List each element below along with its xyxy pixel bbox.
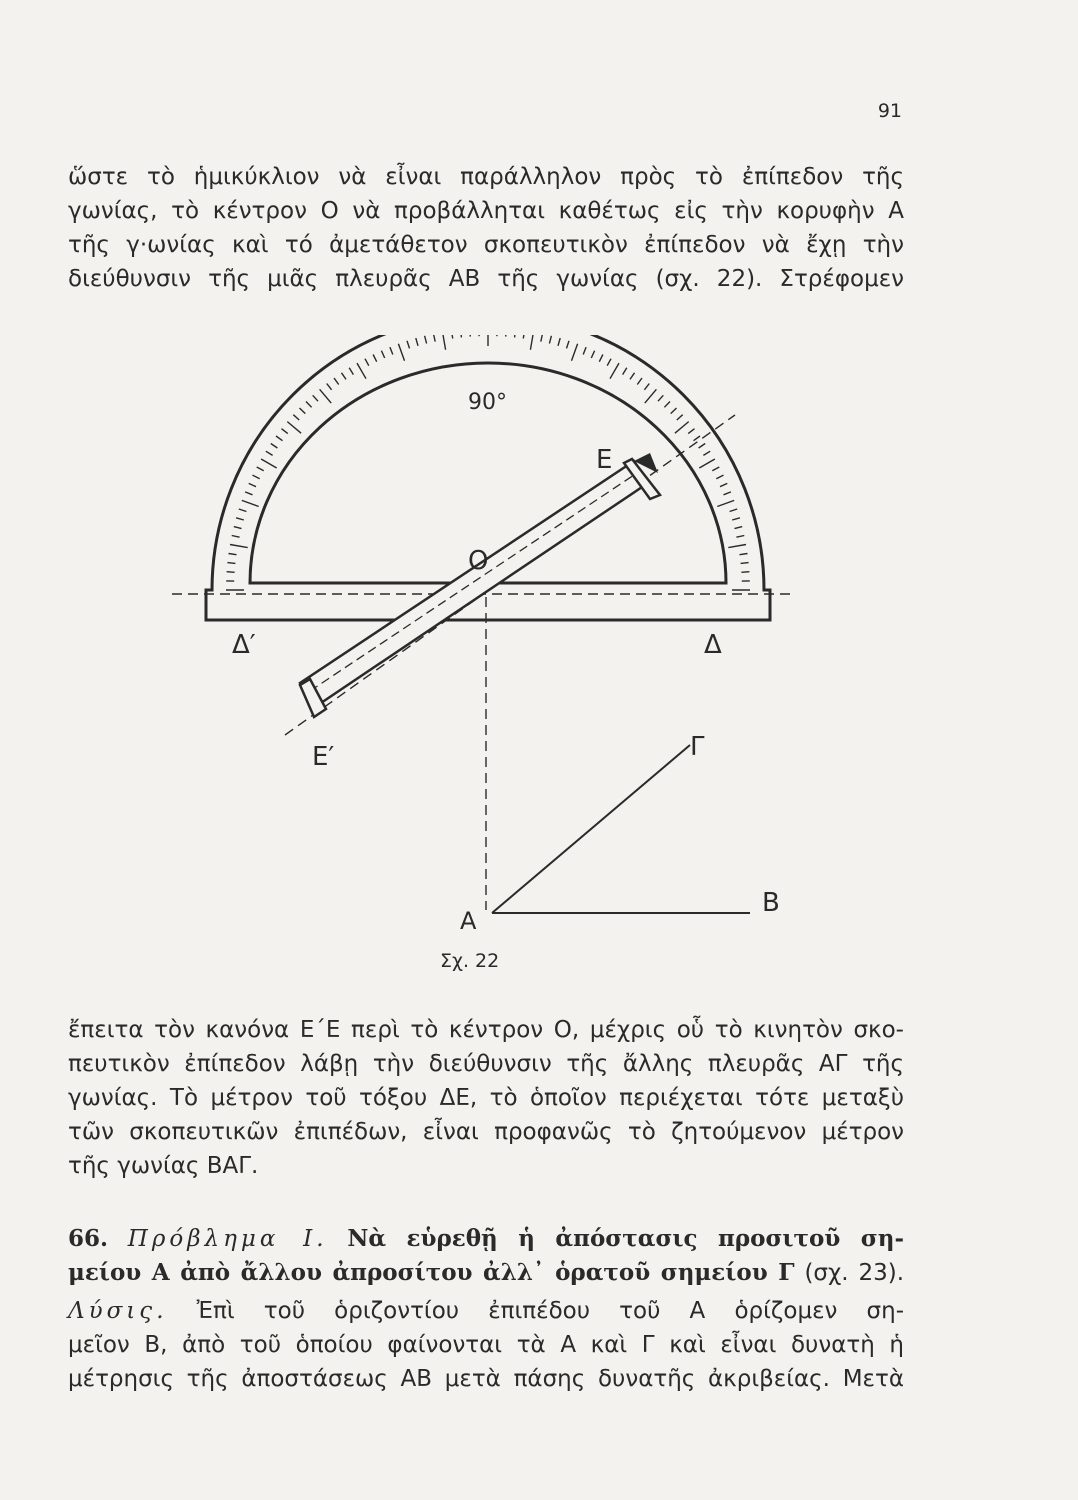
problem-text-2: μείου Α ἀπὸ ἄλλου ἀπροσίτου ἀλλ᾽ ὁρατοῦ σημείου Γ [68, 1259, 795, 1286]
protractor-tick [227, 572, 235, 573]
text-line: γωνίας, τὸ κέντρον Ο νὰ προβάλληται καθέτως εἰς τὴν κορυφὴν Α [68, 198, 904, 224]
protractor-tick [658, 395, 663, 401]
protractor-tick [716, 475, 723, 479]
middle-paragraph [68, 1013, 904, 1183]
label-o: Ο [468, 546, 489, 576]
protractor-tick [234, 527, 242, 529]
protractor-tick [677, 415, 683, 420]
figure-caption: Σχ. 22 [440, 950, 500, 972]
solution-text-1: Ἐπὶ τοῦ ὁριζοντίου ἐπιπέδου τοῦ Α ὁρίζομεν ση- [196, 1298, 905, 1324]
protractor-tick [741, 572, 749, 573]
protractor-tick [728, 545, 746, 548]
text-line: τῆς γωνίας ΒΑΓ. [68, 1153, 259, 1179]
problem-text-1: Νὰ εὑρεθῇ ἡ ἀπόστασις προσιτοῦ ση- [347, 1225, 905, 1252]
protractor-tick [644, 384, 649, 390]
protractor-tick [724, 492, 731, 495]
protractor-tick [253, 475, 260, 479]
label-d-prime: Δ′ [232, 630, 256, 660]
protractor-tick [334, 378, 339, 385]
protractor-tick [242, 500, 259, 506]
protractor-tick [688, 429, 694, 434]
text-line: ἔπειτα τὸν κανόνα Ε΄Ε περὶ τὸ κέντρον Ο, μέχρις οὗ τὸ κινητὸν σκο- [68, 1017, 904, 1043]
protractor-tick [699, 459, 715, 468]
protractor-tick [239, 509, 247, 512]
protractor-tick [452, 335, 453, 339]
protractor-tick [373, 355, 377, 362]
text-line: διεύθυνσιν τῆς μιᾶς πλευρᾶς ΑΒ τῆς γωνίας (σχ. 22). Στρέφομεν [68, 266, 904, 292]
protractor-tick [591, 351, 594, 358]
protractor-tick [470, 335, 471, 337]
text-line: ὥστε τὸ ἡμικύκλιον νὰ εἶναι παράλληλον πρὸς τὸ ἐπίπεδον τῆς [68, 164, 904, 190]
protractor-tick [506, 335, 507, 337]
label-e-prime: Ε′ [312, 742, 335, 772]
protractor-tick [257, 467, 264, 471]
protractor-tick [229, 554, 237, 555]
protractor-tick [300, 408, 306, 414]
protractor-tick [261, 459, 277, 468]
protractor-tick [390, 347, 393, 354]
protractor-tick [671, 408, 677, 414]
solution-paragraph [68, 1294, 904, 1396]
protractor-tick [434, 335, 436, 342]
protractor-tick [398, 344, 404, 361]
text-line: πευτικὸν ἐπίπεδον λάβῃ τὴν διεύθυνσιν τῆς ἄλλης πλευρᾶς ΑΓ τῆς [68, 1051, 904, 1077]
protractor-tick [717, 500, 734, 506]
solution-label: Λύσις. [68, 1298, 168, 1324]
protractor-tick [271, 444, 278, 449]
text-line: τῆς γ·ωνίας καὶ τό ἀμετάθετον σκοπευτικὸν ἐπίπεδον νὰ ἔχῃ τὴν [68, 232, 904, 258]
protractor-tick [720, 483, 727, 486]
label-b: Β [762, 888, 780, 918]
protractor-tick [407, 341, 410, 349]
protractor-tick [623, 368, 627, 375]
protractor-tick [567, 341, 570, 349]
protractor-tick [703, 451, 710, 455]
protractor-tick [287, 422, 301, 434]
protractor-tick [293, 415, 299, 420]
protractor-tick [416, 338, 418, 346]
protractor-tick [610, 363, 619, 379]
protractor-tick [306, 402, 312, 408]
text-line: τῶν σκοπευτικῶν ἐπιπέδων, εἶναι προφανῶς τὸ ζητούμενον μέτρον [68, 1119, 904, 1145]
protractor-tick [740, 554, 748, 555]
solution-line-3: μέτρησις τῆς ἀποστάσεως ΑΒ μετὰ πάσης δυνατῆς ἀκριβείας. Μετὰ [68, 1366, 904, 1392]
protractor-tick [607, 359, 611, 366]
text-line: γωνίας. Τὸ μέτρον τοῦ τόξου ΔΕ, τὸ ὁποῖον περιέχεται τότε μεταξὺ [68, 1085, 904, 1111]
protractor-tick [541, 335, 543, 342]
protractor-tick [461, 335, 462, 337]
protractor-tick [515, 335, 516, 337]
top-paragraph [68, 160, 904, 296]
problem-line-1 [68, 1222, 904, 1256]
protractor-tick [664, 402, 670, 408]
label-90-degrees: 90° [468, 390, 507, 415]
protractor-tick [357, 363, 366, 379]
label-g: Γ [690, 732, 705, 762]
protractor-tick [230, 545, 248, 548]
protractor-tick [741, 563, 749, 564]
protractor-tick [530, 335, 533, 350]
protractor-tick [558, 338, 560, 346]
protractor-tick [245, 492, 252, 495]
protractor-figure [150, 335, 840, 935]
problem-number: 66. [68, 1225, 109, 1252]
protractor-tick [699, 444, 706, 449]
protractor-tick [730, 509, 738, 512]
problem-heading [68, 1222, 904, 1290]
protractor-tick [349, 368, 353, 375]
protractor-tick [443, 335, 446, 350]
label-a: Α [460, 907, 477, 935]
protractor-tick [320, 389, 332, 403]
line-ag [492, 745, 690, 913]
problem-line-2 [68, 1256, 904, 1290]
protractor-tick [583, 347, 586, 354]
protractor-tick [732, 518, 740, 520]
protractor-tick [523, 335, 524, 339]
protractor-tick [236, 518, 244, 520]
page-number: 91 [877, 100, 902, 122]
solution-line-2: μεῖον Β, ἀπὸ τοῦ ὁποίου φαίνονται τὰ Α καὶ Γ καὶ εἶναι δυνατὴ ἡ [68, 1332, 904, 1358]
protractor-tick [630, 373, 635, 380]
protractor-tick [549, 336, 551, 344]
protractor-tick [249, 483, 256, 486]
solution-line-1 [68, 1294, 904, 1328]
protractor-tick [365, 359, 369, 366]
protractor-tick [572, 344, 578, 361]
protractor-tick [327, 384, 332, 390]
protractor-tick [381, 351, 384, 358]
problem-label: Πρόβλημα Ι. [127, 1226, 328, 1252]
protractor-tick [282, 429, 288, 434]
protractor-tick [227, 563, 235, 564]
problem-ref: (σχ. 23). [804, 1260, 904, 1286]
protractor-tick [694, 436, 701, 441]
protractor-tick [675, 422, 689, 434]
protractor-tick [276, 436, 283, 441]
protractor-tick [425, 336, 427, 344]
protractor-tick [232, 536, 240, 538]
protractor-tick [736, 536, 744, 538]
label-e: Ε [596, 445, 613, 475]
protractor-tick [266, 451, 273, 455]
protractor-diagram [150, 335, 840, 935]
alidade-inner-line [310, 471, 640, 691]
protractor-tick [637, 378, 642, 385]
protractor-tick [645, 389, 657, 403]
protractor-tick [342, 373, 347, 380]
protractor-tick [599, 355, 603, 362]
protractor-tick [313, 395, 318, 401]
protractor-tick [712, 467, 719, 471]
protractor-tick [735, 527, 743, 529]
label-d: Δ [704, 630, 722, 660]
